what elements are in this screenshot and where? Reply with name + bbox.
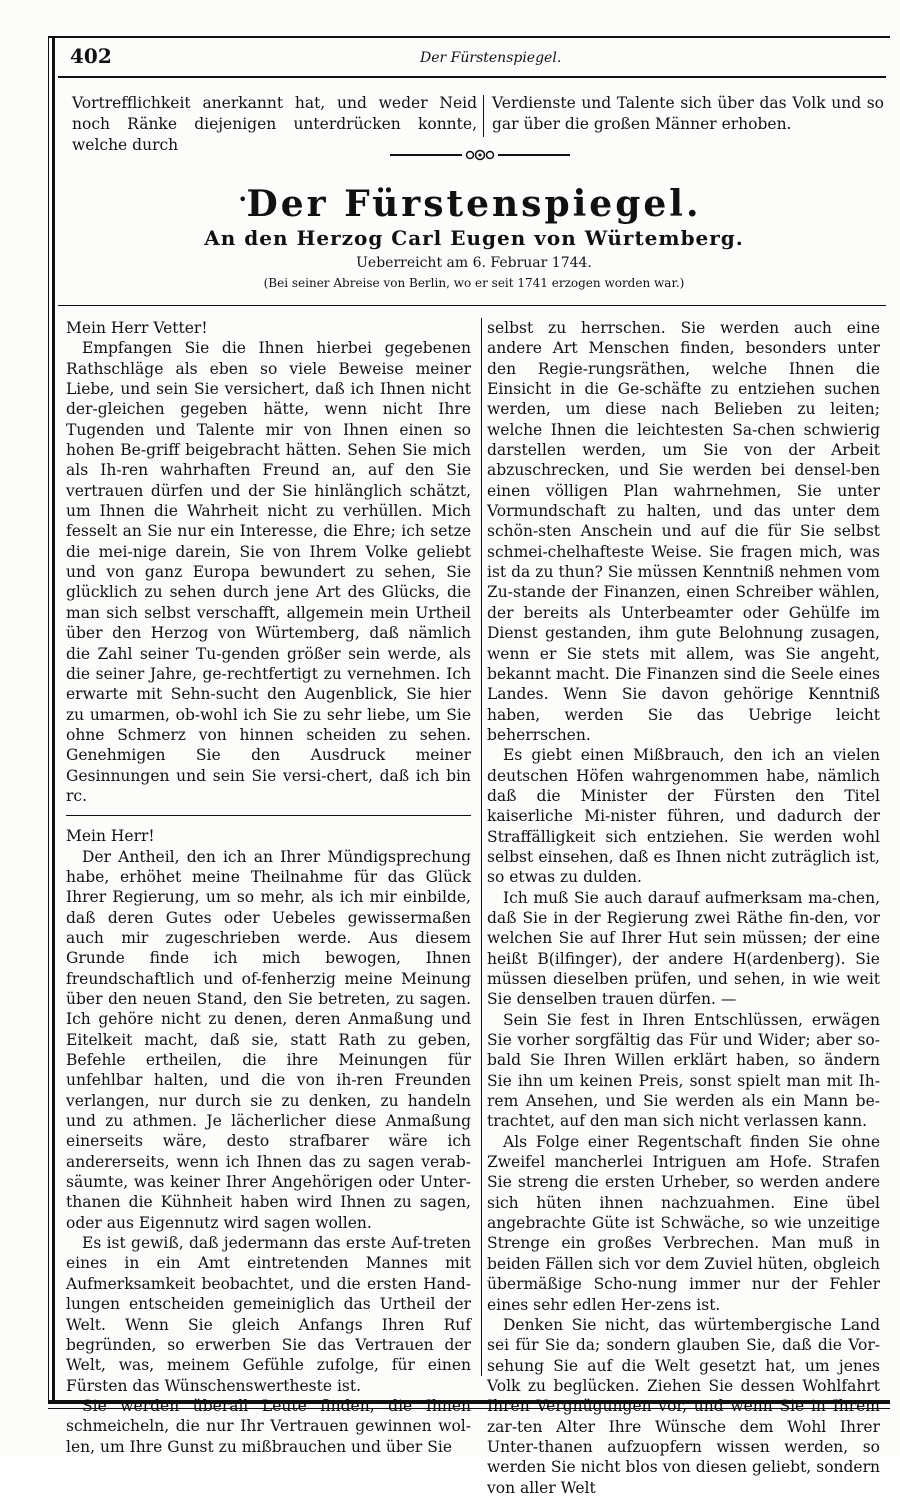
page-number: 402 (70, 44, 112, 68)
left-column (66, 318, 471, 1457)
article-title: Der Fürstenspiegel. (246, 183, 702, 225)
right-paragraph: Es giebt einen Mißbrauch, den ich an vielen deutschen Höfen wahrgenommen habe, nämlich daß die Minister der Fürsten den Titel kaiserliche Mi-nister führen, und dadurch der Straffälligkeit sich entziehen. Sie werden wohl selbst einsehen, daß es Ihnen nicht zuträglich ist, so etwas zu dulden. (487, 746, 880, 887)
frame-line (48, 36, 890, 38)
right-paragraph: selbst zu herrschen. Sie werden auch eine andere Art Menschen finden, besonders unter den Regie-rungsräthen, welche Ihnen die Einsicht in die Ge-schäfte zu entziehen suchen werden, um diese nach Belieben zu leiten; welche Ihnen die leichtesten Sa-chen schwierig darstellen werden, um Sie von der Arbeit abzuschrecken, und Sie werden bei densel-ben einen völligen Plan wahrnehmen, Sie unter Vormundschaft zu halten, und das unter dem schön-sten Anschein und auf die für Sie selbst schmei-chelhafteste Weise. Sie fragen mich, was ist da zu thun? Sie müssen Kenntniß nehmen vom Zu-stande der Finanzen, einen Schreiber wählen, der bereits als Unterbeamter oder Gehülfe im Dienst gestanden, ihm gute Belohnung zusagen, wenn er Sie stets mit allem, was Sie angeht, bekannt macht. Die Finanzen sind die Seele eines Landes. Wenn Sie davon gehörige Kenntniß haben, werden Sie das Uebrige leicht beherrschen. (487, 319, 880, 744)
running-title: Der Fürstenspiegel. (420, 50, 562, 66)
frame-line (48, 38, 49, 1400)
right-paragraph: Denken Sie nicht, das würtembergische Land sei für Sie da; sondern glauben Sie, daß die Vor-sehung Sie auf die Welt gesetzt hat, um jenes Volk zu beglücken. Ziehen Sie dessen Wohlfahrt Ihren Vergnügungen vor, und wenn Sie in Ihrem zar-ten Alter Ihre Wünsche dem Wohl Ihrer Unter-thanen aufzuopfern wissen werden, so werden Sie nicht blos von diesen geliebt, sondern von aller Welt (487, 1315, 880, 1497)
header-rule (58, 76, 886, 78)
letter1-paragraph: Empfangen Sie die Ihnen hierbei gegebenen Rathschläge als eben so viele Beweise meiner Liebe, und sein Sie versichert, daß ich Ihnen nicht der-gleichen gegeben hätte, wenn nicht Ihre Tugenden und Talente mir von Ihnen einen so hohen Be-griff beigebracht hätten. Sehen Sie mich als Ih-ren wahrhaften Freund an, auf den Sie vertrauen dürfen und der Sie hinlänglich schätzt, um Ihnen die Wahrheit nicht zu verhüllen. Mich fesselt an Sie nur ein Interesse, die Ehre; ich setze die mei-nige darein, Sie von Ihrem Volke geliebt und von ganz Europa bewundert zu sehen, Sie glücklich zu sehen durch jene Art des Glücks, die man sich selbst verschafft, allgemein mein Urtheil über den Herzog von Würtemberg, daß nämlich die Zahl seiner Tu-genden größer sein werde, als die seiner Jahre, ge-rechtfertigt zu vernehmen. Ich erwarte mit Sehn-sucht den Augenblick, Sie hier zu umarmen, ob-wohl ich Sie zu sehr liebe, um Sie ohne Schmerz von hinnen scheiden zu sehen. Genehmigen Sie den Ausdruck meiner Gesinnungen und sein Sie versi-chert, daß ich bin rc. (66, 339, 471, 805)
right-column (487, 318, 880, 1498)
intro-left-text: Vortrefflichkeit anerkannt hat, und weder Neid noch Ränke diejenigen unterdrücken konnte, welche durch (72, 94, 477, 154)
column-divider (483, 95, 484, 137)
right-paragraph: Als Folge einer Regentschaft finden Sie ohne Zweifel mancherlei Intriguen am Hofe. Strafen Sie streng die ersten Urheber, so werden andere sich hüten ihnen nachzuahmen. Eine übel angebrachte Güte ist Schwäche, so wie unzeitige Strenge ein großes Verbrechen. Man muß in beiden Fällen sich vor dem Zuviel hüten, obgleich übermäßige Scho-nung immer nur der Fehler eines sehr edlen Her-zens ist. (487, 1132, 880, 1314)
presented-date: Ueberreicht am 6. Februar 1744. (356, 255, 592, 271)
column-divider (481, 318, 482, 1376)
letter2-paragraph: Der Antheil, den ich an Ihrer Mündigsprechung habe, erhöhet meine Theilnahme für das Glück Ihrer Regierung, um so mehr, als ich mir einbilde, daß deren Gutes oder Uebeles gewissermaßen auch mir zugeschrieben werde. Aus diesem Grunde finde ich mich bewogen, Ihnen freundschaftlich und of-fenherzig meine Meinung über den neuen Stand, den Sie betreten, zu sagen. Ich gehöre nicht zu denen, deren Anmaßung und Eitelkeit macht, daß sie, statt Rath zu geben, Befehle ertheilen, die ihre Meinungen für unfehlbar halten, und die von ih-ren Freunden verlangen, nur durch sie zu denken, zu handeln und zu athmen. Je lächerlicher diese Anmaßung einerseits wäre, desto strafbarer wäre ich andererseits, wenn ich Ihnen das zu sagen verab-säumte, was keiner Ihrer Angehörigen oder Unter-thanen die Kühnheit haben wird Ihnen zu sagen, oder aus Eigennutz wird sagen wollen. (66, 847, 471, 1232)
letter2-paragraph: Es ist gewiß, daß jedermann das erste Auf-treten eines in ein Amt eintretenden Mannes mit Aufmerksamkeit beobachtet, und die ersten Hand-lungen entscheiden gemeiniglich das Urtheil der Welt. Wenn Sie gleich Anfangs Ihren Ruf begründen, so erwerben Sie das Vertrauen der Welt, was, meinem Gefühle zufolge, für einen Fürsten das Wünschenswertheste ist. (66, 1234, 471, 1395)
frame-line (52, 38, 55, 1400)
ornament-divider (380, 147, 580, 163)
letter2-paragraph: Sie werden überall Leute finden, die Ihnen schmeicheln, die nur Ihr Vertrauen gewinnen wol-len, um Ihre Gunst zu mißbrauchen und über Sie (66, 1396, 471, 1456)
letter2-salutation: Mein Herr! (66, 827, 155, 846)
right-paragraph: Ich muß Sie auch darauf aufmerksam ma-chen, daß Sie in der Regierung zwei Räthe fin-den, vor welchen Sie auf Ihrer Hut sein müssen; der eine heißt B(ilfinger), der andere H(ardenberg). Sie müssen dieselben prüfen, und sehen, in wie weit Sie denselben trauen dürfen. — (487, 888, 880, 1009)
letter-separator (66, 815, 471, 816)
article-subtitle: An den Herzog Carl Eugen von Würtemberg. (204, 226, 744, 250)
article-note: (Bei seiner Abreise von Berlin, wo er seit 1741 erzogen worden war.) (263, 276, 685, 290)
right-paragraph: Sein Sie fest in Ihren Entschlüssen, erwägen Sie vorher sorgfältig das Für und Wider; aber so-bald Sie Ihren Willen erklärt haben, so ändern Sie ihn um keinen Preis, sonst spielt man mit Ih-rem Ansehen, und Sie werden als ein Mann be-trachtet, auf den man sich nicht verlassen kann. (487, 1010, 880, 1131)
letter1-salutation: Mein Herr Vetter! (66, 319, 208, 337)
section-rule (58, 305, 886, 306)
intro-right-text: Verdienste und Talente sich über das Volk und so gar über die großen Männer erhoben. (492, 94, 884, 133)
bullet-icon: • (238, 190, 248, 209)
